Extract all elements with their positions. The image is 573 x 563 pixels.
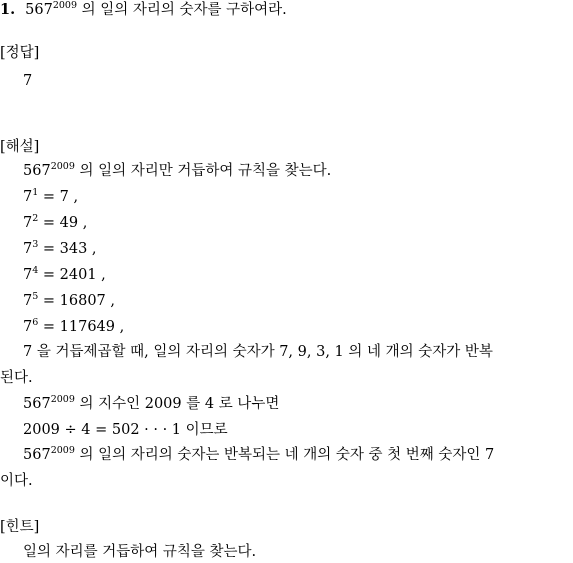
solution-intro-text: 의 일의 자리만 거듭하여 규칙을 찾는다. xyxy=(74,163,332,179)
solution-intro-exp: 2009 xyxy=(50,161,75,172)
power-value: = 343 , xyxy=(38,241,97,257)
exponent-line-text: 의 지수인 2009 를 4 로 나누면 xyxy=(74,396,280,412)
power-value: = 7 , xyxy=(38,189,79,205)
power-exp: 4 xyxy=(32,265,39,276)
power-value: = 49 , xyxy=(38,215,88,231)
power-line xyxy=(23,291,115,311)
power-base: 7 xyxy=(23,215,33,231)
question-number: 1. xyxy=(0,1,16,18)
question-text: 의 일의 자리의 숫자를 구하여라. xyxy=(77,2,287,18)
conclusion-exp: 2009 xyxy=(50,445,75,456)
conclusion-text: 의 일의 자리의 숫자는 반복되는 네 개의 숫자 중 첫 번째 숫자인 7 xyxy=(74,447,495,463)
power-line xyxy=(23,213,87,233)
conclusion-line-1 xyxy=(23,445,494,465)
power-base: 7 xyxy=(23,189,33,205)
power-base: 7 xyxy=(23,241,33,257)
exponent-line xyxy=(23,394,279,414)
power-line xyxy=(23,317,124,337)
power-value: = 2401 , xyxy=(38,267,106,283)
power-exp: 5 xyxy=(32,291,39,302)
power-line xyxy=(23,265,106,285)
power-base: 7 xyxy=(23,319,33,335)
power-exp: 6 xyxy=(32,317,39,328)
division-line: 2009 ÷ 4 = 502 · · · 1 이므로 xyxy=(23,422,228,438)
repeat-line-2: 된다. xyxy=(0,370,33,386)
hint-header: [힌트] xyxy=(0,519,40,535)
power-base: 7 xyxy=(23,267,33,283)
question-base: 567 xyxy=(25,2,53,18)
conclusion-line-2: 이다. xyxy=(0,473,33,489)
power-line xyxy=(23,187,78,207)
power-exp: 3 xyxy=(32,239,39,250)
question-exponent: 2009 xyxy=(52,0,78,11)
repeat-line-1: 7 을 거듭제곱할 때, 일의 자리의 숫자가 7, 9, 3, 1 의 네 개의 숫자가 반복 xyxy=(23,344,493,360)
solution-intro-base: 567 xyxy=(23,163,51,179)
power-base: 7 xyxy=(23,293,33,309)
power-value: = 117649 , xyxy=(38,319,125,335)
conclusion-base: 567 xyxy=(23,447,51,463)
power-value: = 16807 , xyxy=(38,293,115,309)
solution-header: [해설] xyxy=(0,139,40,155)
power-exp: 1 xyxy=(32,187,39,198)
power-exp: 2 xyxy=(32,213,39,224)
hint-text: 일의 자리를 거듭하여 규칙을 찾는다. xyxy=(23,544,257,560)
answer-value: 7 xyxy=(23,73,33,89)
exponent-line-exp: 2009 xyxy=(50,394,75,405)
answer-header: [정답] xyxy=(0,45,40,61)
solution-intro xyxy=(23,161,331,181)
power-line xyxy=(23,239,97,259)
question-line xyxy=(0,0,287,20)
exponent-line-base: 567 xyxy=(23,396,51,412)
